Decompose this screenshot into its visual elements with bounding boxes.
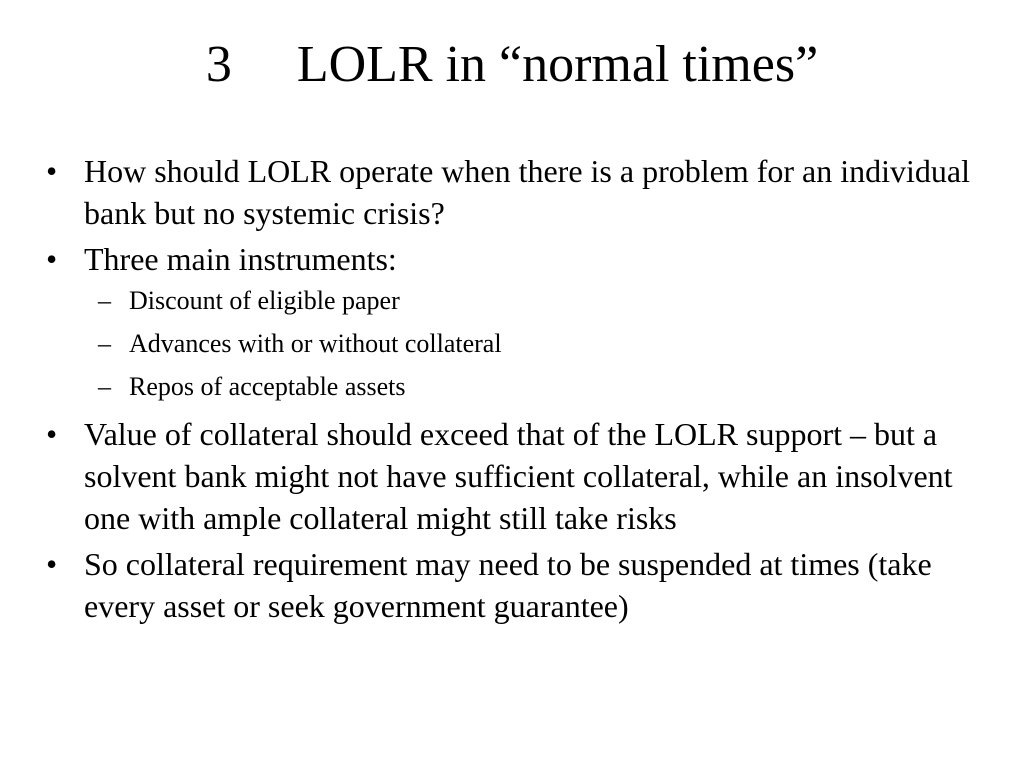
bullet-marker: • [46, 416, 58, 452]
bullet-item [46, 238, 986, 280]
sub-bullet-item [46, 284, 986, 318]
sub-bullet-marker: – [98, 286, 111, 315]
bullet-item [46, 413, 986, 539]
bullet-item [46, 543, 986, 627]
sub-bullet-text: Repos of acceptable assets [129, 372, 406, 401]
bullet-text: So collateral requirement may need to be suspended at times (take every asset or seek government guarantee) [84, 546, 932, 624]
bullet-text: How should LOLR operate when there is a problem for an individual bank but no systemic crisis? [84, 153, 970, 231]
bullet-item [46, 150, 986, 234]
bullet-marker: • [46, 546, 58, 582]
slide-title: 3 LOLR in “normal times” [205, 36, 819, 93]
sub-bullet-marker: – [98, 372, 111, 401]
sub-bullet-marker: – [98, 329, 111, 358]
slide-body [46, 150, 986, 631]
bullet-text: Three main instruments: [84, 241, 397, 277]
sub-bullet-item [46, 370, 986, 404]
bullet-marker: • [46, 241, 58, 277]
bullet-marker: • [46, 153, 58, 189]
bullet-text: Value of collateral should exceed that of the LOLR support – but a solvent bank might not have sufficient collateral, while an insolvent one with ample collateral might still take risks [84, 416, 953, 536]
sub-bullet-text: Advances with or without collateral [129, 329, 502, 358]
sub-bullet-text: Discount of eligible paper [129, 286, 400, 315]
sub-bullet-item [46, 327, 986, 361]
